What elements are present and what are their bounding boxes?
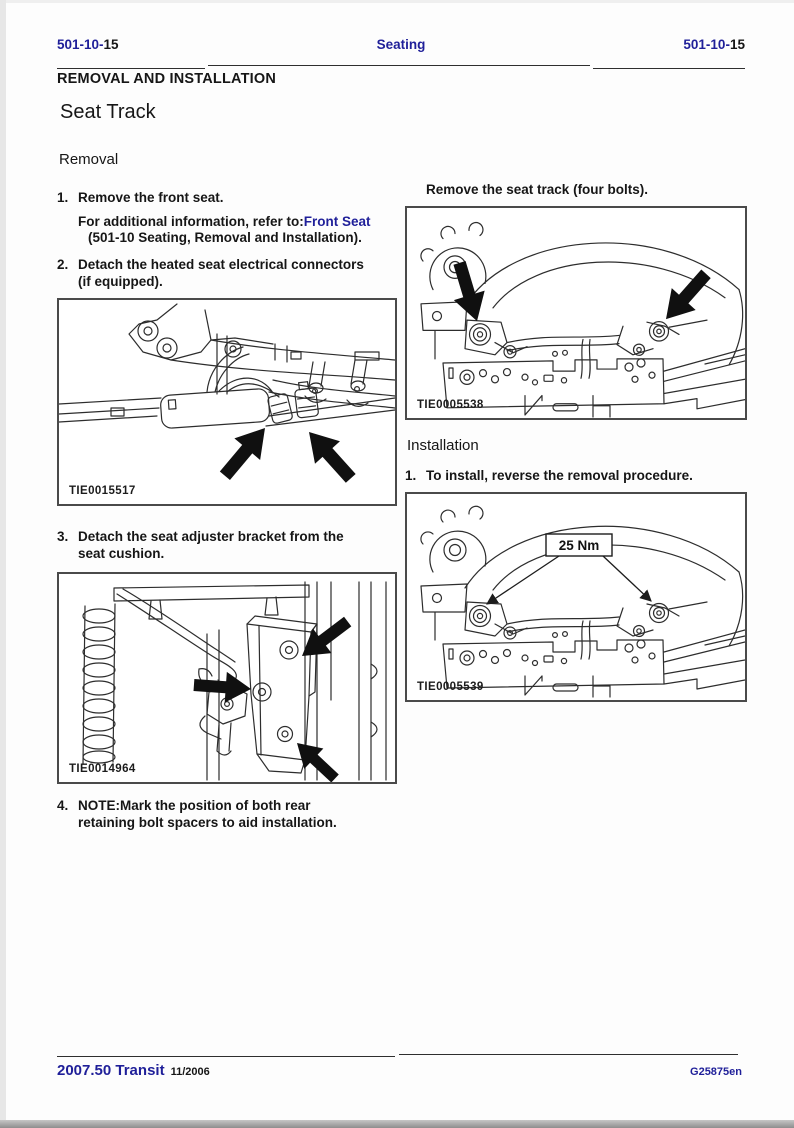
- footer-rule: [57, 1054, 738, 1057]
- figure-label: TIE0015517: [69, 485, 136, 497]
- step-text: Detach the seat adjuster bracket from the seat cushion.: [78, 529, 344, 561]
- refer-suffix: (501-10 Seating, Removal and Installation).: [88, 230, 362, 245]
- section-heading: REMOVAL AND INSTALLATION: [57, 71, 277, 87]
- figure-adjuster-bracket: [57, 572, 397, 784]
- install-step-1: [405, 467, 745, 484]
- adjuster-bracket-drawing: [59, 574, 395, 782]
- refer-note: [78, 214, 397, 246]
- page-edge-top: [0, 0, 794, 3]
- step-number: 4.: [57, 798, 69, 813]
- publication-name: 2007.50 Transit: [57, 1062, 165, 1079]
- step-text: To install, reverse the removal procedure.: [426, 468, 693, 483]
- footer-left: [57, 1062, 210, 1080]
- front-seat-link[interactable]: Front Seat: [303, 214, 371, 229]
- figure-label: TIE0005539: [417, 681, 484, 693]
- step-text: NOTE:Mark the position of both rear retaining bolt spacers to aid installation.: [78, 798, 337, 830]
- page-header: [57, 37, 745, 52]
- pointer-arrows: [212, 417, 363, 489]
- page-title: Seat Track: [60, 101, 156, 123]
- step-text: Detach the heated seat electrical connectors (if equipped).: [78, 257, 364, 289]
- step-text: Remove the front seat.: [78, 190, 224, 205]
- step-3: [57, 528, 397, 562]
- step-number: 3.: [57, 529, 69, 544]
- window-bottom-edge: [0, 1120, 794, 1128]
- figure-seat-connectors: [57, 298, 397, 506]
- figure-seat-track-torque: [405, 492, 747, 702]
- left-column: [57, 145, 397, 839]
- step-number: 2.: [57, 257, 69, 272]
- step-number: 1.: [405, 468, 417, 483]
- doc-code: G25875en: [690, 1066, 742, 1078]
- torque-callout: [487, 534, 651, 604]
- content-columns: [57, 145, 745, 839]
- header-section-title: Seating: [376, 37, 426, 52]
- header-rule: [57, 64, 745, 69]
- figure-label: TIE0005538: [417, 399, 484, 411]
- step-number: 1.: [57, 190, 69, 205]
- seat-track-step: Remove the seat track (four bolts).: [426, 182, 649, 197]
- publication-date: 11/2006: [170, 1066, 210, 1078]
- right-column: [405, 145, 745, 839]
- header-left-code: 501-10-15: [57, 37, 119, 52]
- step-1: [57, 189, 397, 206]
- page-footer: [57, 1062, 742, 1080]
- note-label: NOTE:: [78, 798, 120, 813]
- figure-seat-track-bolts: [405, 206, 747, 420]
- torque-value: 25 Nm: [558, 538, 600, 553]
- seat-track-torque-drawing: [407, 494, 745, 700]
- seat-track-drawing: [407, 208, 745, 418]
- step-4: [57, 797, 397, 831]
- installation-heading: Installation: [407, 437, 479, 454]
- page-edge-left: [0, 0, 6, 1128]
- step-2: [57, 256, 397, 290]
- refer-prefix: For additional information, refer to:: [78, 214, 304, 229]
- figure-label: TIE0014964: [69, 763, 136, 775]
- removal-heading: Removal: [59, 151, 119, 168]
- header-right-code: 501-10-15: [683, 37, 745, 52]
- seat-connectors-drawing: [59, 300, 395, 504]
